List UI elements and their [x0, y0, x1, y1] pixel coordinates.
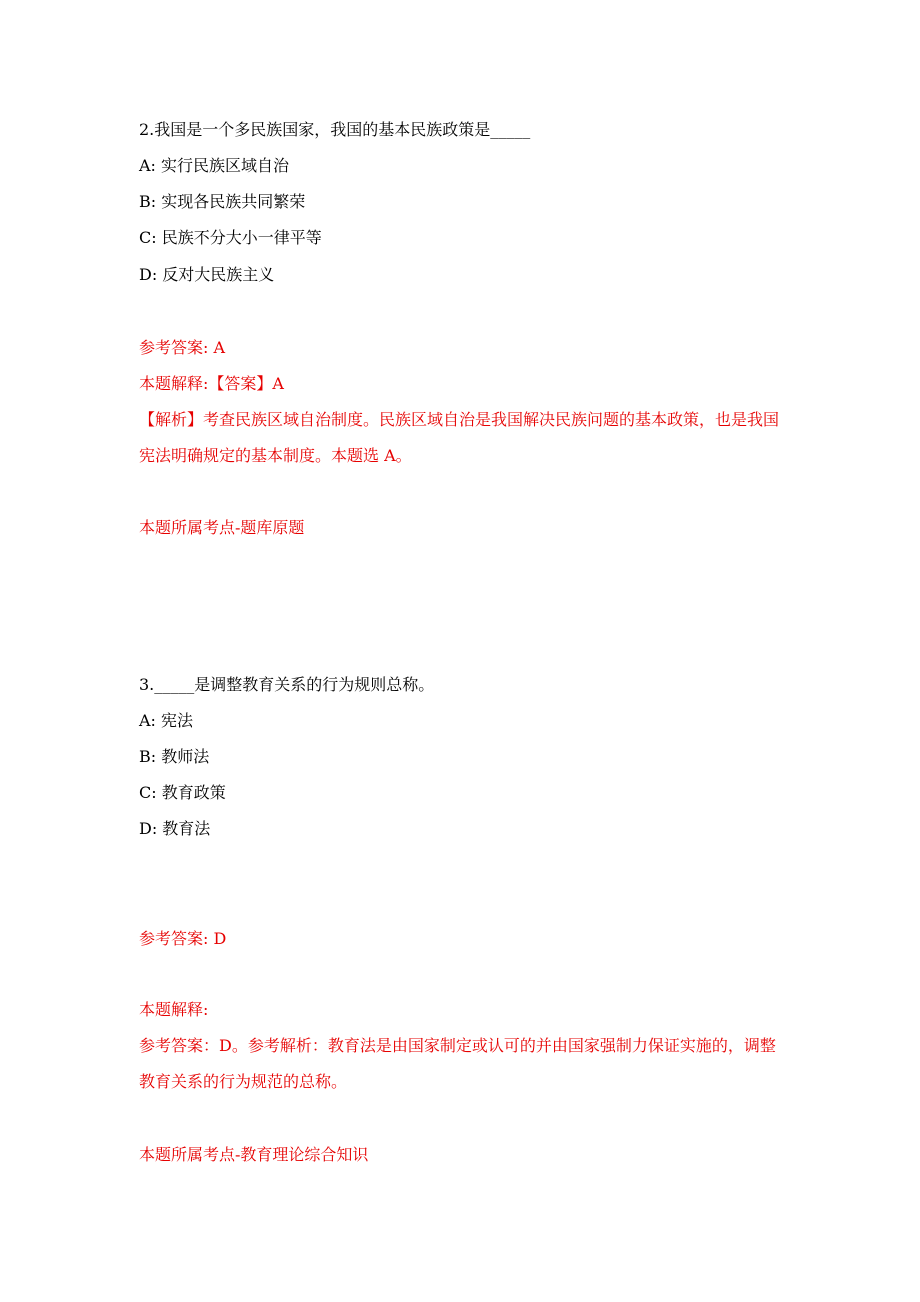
- question-3-topic: 本题所属考点-教育理论综合知识: [139, 1145, 369, 1164]
- question-3-option-b: B: 教师法: [139, 747, 210, 766]
- question-3-option-d: D: 教育法: [139, 819, 211, 838]
- question-3-option-c: C: 教育政策: [139, 783, 226, 802]
- question-3-text: 3._____是调整教育关系的行为规则总称。: [139, 675, 435, 694]
- question-2-answer: 参考答案: A: [139, 338, 226, 357]
- question-2-option-c: C: 民族不分大小一律平等: [139, 228, 322, 247]
- question-2-text: 2.我国是一个多民族国家，我国的基本民族政策是_____: [139, 120, 531, 139]
- question-2-explanation-label: 本题解释:【答案】A: [139, 374, 284, 393]
- question-2-option-a: A: 实行民族区域自治: [139, 156, 290, 175]
- question-2-option-d: D: 反对大民族主义: [139, 265, 275, 284]
- question-2-topic: 本题所属考点-题库原题: [139, 518, 305, 537]
- question-3-answer: 参考答案: D: [139, 929, 227, 948]
- question-3-option-a: A: 宪法: [139, 711, 194, 730]
- question-3-explanation-label: 本题解释:: [139, 1000, 209, 1019]
- question-3-explanation: 参考答案：D。参考解析：教育法是由国家制定或认可的并由国家强制力保证实施的，调整教育关系的行为规范的总称。: [139, 1036, 776, 1091]
- question-2-explanation: 【解析】考查民族区域自治制度。民族区域自治是我国解决民族问题的基本政策，也是我国宪法明确规定的基本制度。本题选 A。: [139, 410, 780, 465]
- question-2-option-b: B: 实现各民族共同繁荣: [139, 192, 306, 211]
